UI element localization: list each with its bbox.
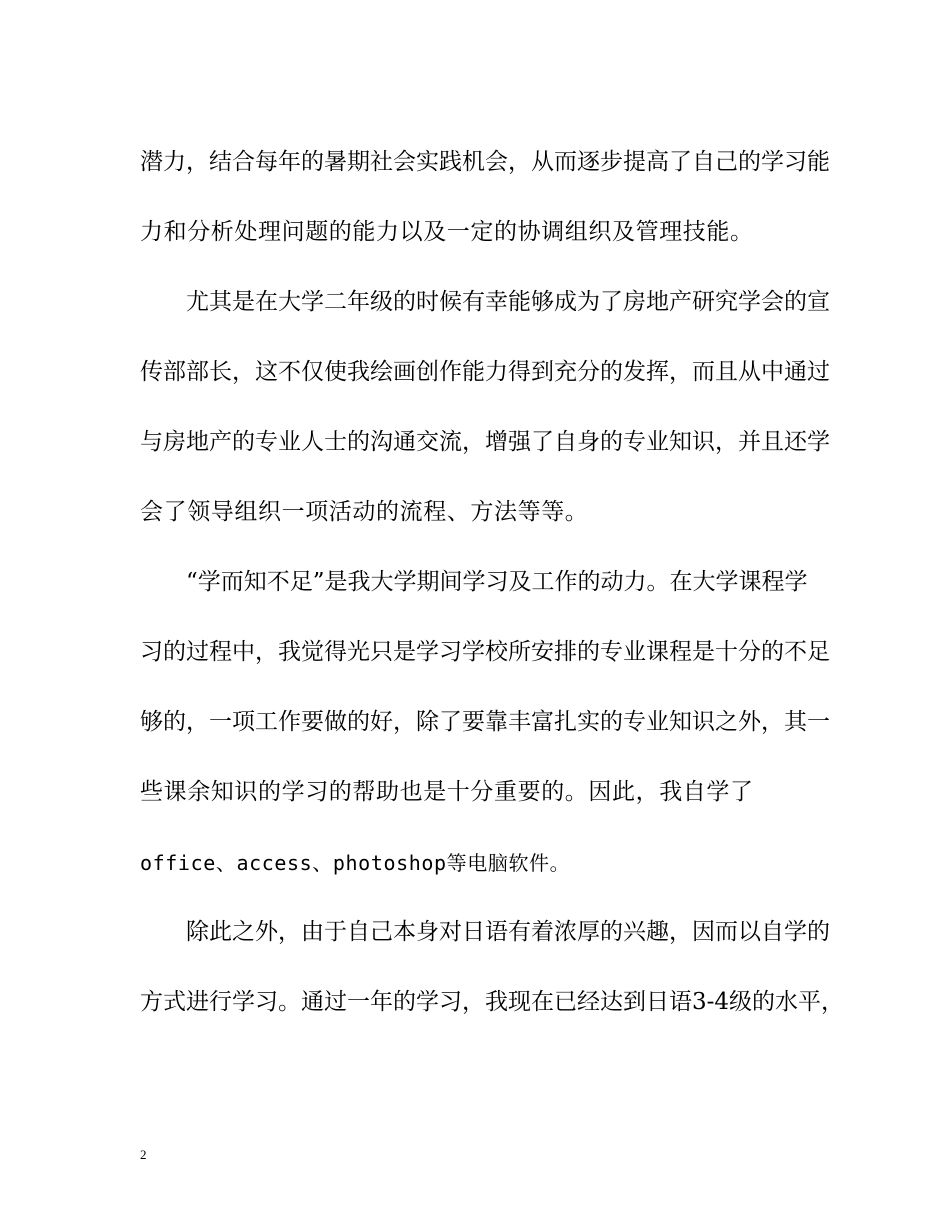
body-text-line: 与房地产的专业人士的沟通交流，增强了自身的专业知识，并且还学 [140,429,830,455]
body-text-line: office、access、photoshop等电脑软件。 [140,851,571,875]
body-text-line: 方式进行学习。通过一年的学习，我现在已经达到日语3-4级的水平， [140,989,845,1015]
body-text-line: 习的过程中，我觉得光只是学习学校所安排的专业课程是十分的不足 [140,639,830,665]
body-text-line: 够的，一项工作要做的好，除了要靠丰富扎实的专业知识之外，其一 [140,709,830,735]
body-text-line: 传部部长，这不仅使我绘画创作能力得到充分的发挥，而且从中通过 [140,359,830,385]
paragraph-first-line: 除此之外，由于自己本身对日语有着浓厚的兴趣，因而以自学的 [186,919,830,945]
body-text-line: 会了领导组织一项活动的流程、方法等等。 [140,499,589,525]
body-text-line: 潜力，结合每年的暑期社会实践机会，从而逐步提高了自己的学习能 [140,149,830,175]
paragraph-first-line: 尤其是在大学二年级的时候有幸能够成为了房地产研究学会的宣 [186,289,830,315]
page-number: 2 [140,1147,147,1162]
body-text-line: 些课余知识的学习的帮助也是十分重要的。因此，我自学了 [140,779,754,805]
paragraph-first-line: “学而知不足”是我大学期间学习及工作的动力。在大学课程学 [186,569,808,595]
body-text-line: 力和分析处理问题的能力以及一定的协调组织及管理技能。 [140,219,754,245]
